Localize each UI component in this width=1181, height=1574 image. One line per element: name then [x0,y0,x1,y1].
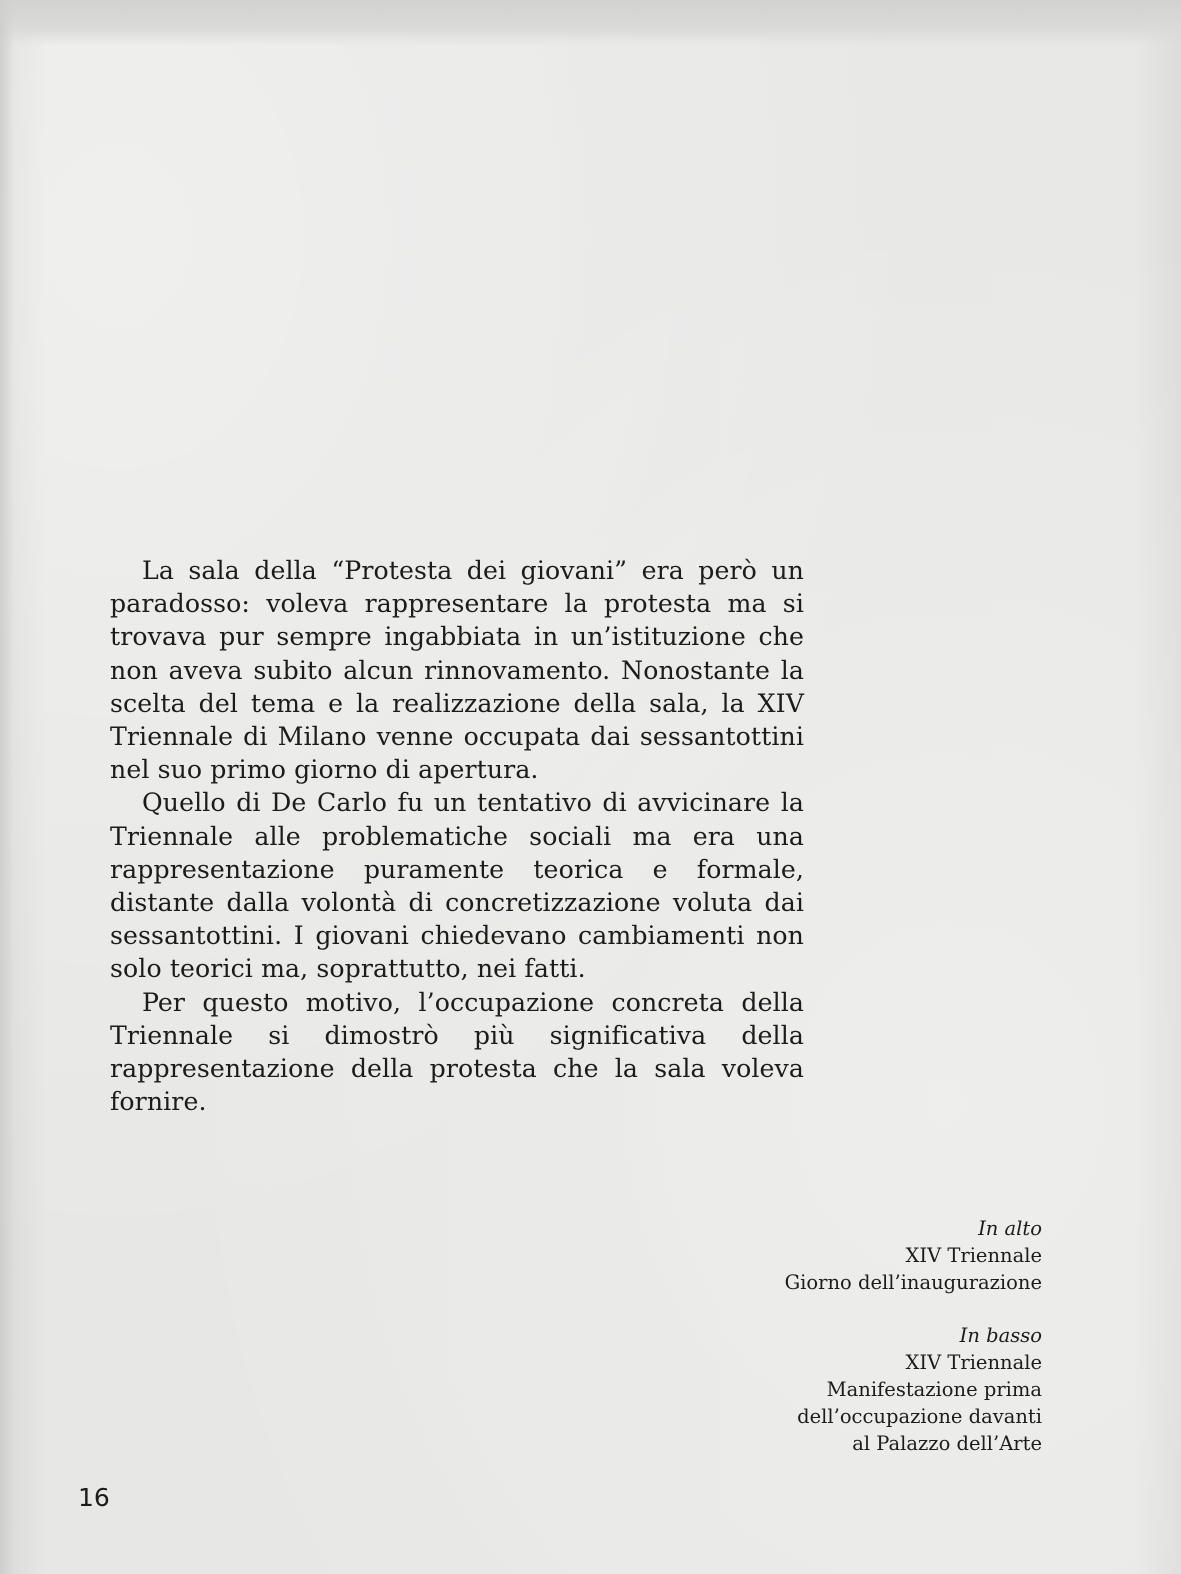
paper-top-edge [0,0,1181,46]
caption-top-label: In alto [978,1217,1042,1240]
paragraph-3: Per questo motivo, l’occupazione concreta della Triennale si dimostrò più significativa della rappresentazione della protesta che la sala voleva fornire. [110,987,804,1117]
caption-bottom-line-3: dell’occupazione davanti [797,1404,1042,1428]
paper-left-edge [0,0,14,1574]
caption-top-line-1: XIV Triennale [905,1243,1042,1267]
caption-bottom [622,1323,1042,1457]
caption-bottom-line-2: Manifestazione prima [826,1377,1042,1401]
paragraph-1: La sala della “Protesta dei giovani” era però un paradosso: voleva rappresentare la protesta ma si trovava pur sempre ingabbiata in un’istituzione che non aveva subito alcun rinnovamento. Nonostante la scelta del tema e la realizzazione della sala, la XIV Triennale di Milano venne occupata dai sessantottini nel suo primo giorno di apertura. [110,556,804,785]
page-number: 16 [78,1483,110,1512]
caption-bottom-label: In basso [959,1324,1042,1348]
body-text [110,554,804,1118]
paragraph-2: Quello di De Carlo fu un tentativo di avvicinare la Triennale alle problematiche sociali ma era una rappresentazione puramente teorica e formale, distante dalla volontà di concretizzazione voluta dai sessantottini. I giovani chiedevano cambiamenti non solo teorici ma, soprattutto, nei fatti. [110,788,804,984]
caption-top-line-2: Giorno dell’inaugurazione [784,1270,1042,1294]
caption-top [622,1216,1042,1296]
caption-bottom-line-4: al Palazzo dell’Arte [852,1431,1042,1455]
caption-bottom-line-1: XIV Triennale [905,1351,1042,1375]
photo-captions [622,1216,1042,1484]
